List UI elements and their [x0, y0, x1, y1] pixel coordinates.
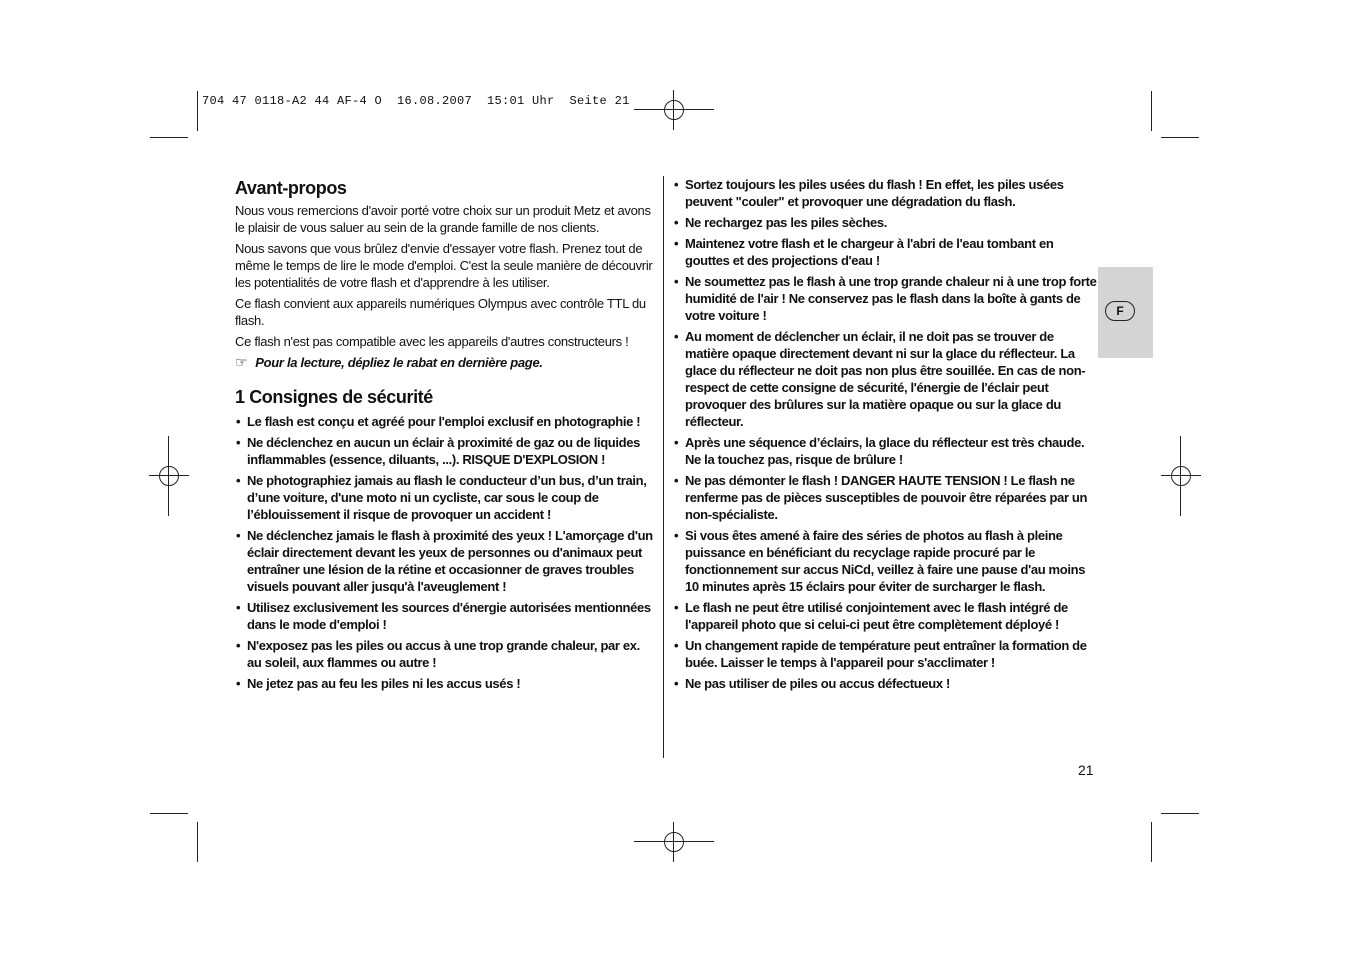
list-item: • Sortez toujours les piles usées du flash ! En effet, les piles usées peuvent "couler" et provoquer une dégradation du flash.: [673, 176, 1097, 210]
intro-paragraph: Nous vous remercions d'avoir porté votre choix sur un produit Metz et avons le plaisir de vous saluer au sein de la grande famille de nos clients.: [235, 203, 651, 235]
list-item: • Maintenez votre flash et le chargeur à l'abri de l'eau tombant en gouttes et des projections d'eau !: [673, 235, 1097, 269]
safety-list-left: [235, 413, 657, 692]
list-item: • Ne pas utiliser de piles ou accus défectueux !: [673, 675, 1097, 692]
right-column: [673, 176, 1097, 696]
pointing-hand-icon: ☞: [235, 354, 248, 370]
list-item: • Ne jetez pas au feu les piles ni les accus usés !: [235, 675, 657, 692]
safety-list-right: [673, 176, 1097, 692]
left-column: [235, 176, 657, 696]
column-divider: [663, 176, 664, 758]
intro-paragraph: Ce flash n'est pas compatible avec les appareils d'autres constructeurs !: [235, 334, 629, 349]
list-item: • Après une séquence d’éclairs, la glace du réflecteur est très chaude. Ne la touchez pas, risque de brûlure !: [673, 434, 1097, 468]
registration-mark-icon: [654, 90, 694, 130]
intro-heading: Avant-propos: [235, 178, 347, 198]
list-item: • Le flash est conçu et agréé pour l'emploi exclusif en photographie !: [235, 413, 657, 430]
list-item: • Le flash ne peut être utilisé conjointement avec le flash intégré de l'appareil photo que si celui-ci peut être complètement déployé !: [673, 599, 1097, 633]
list-item: • Ne pas démonter le flash ! DANGER HAUTE TENSION ! Le flash ne renferme pas de pièces susceptibles de pouvoir être réparées par un non-spécialiste.: [673, 472, 1097, 523]
crop-mark: [1161, 137, 1199, 138]
list-item: • Utilisez exclusivement les sources d'énergie autorisées mentionnées dans le mode d'emploi !: [235, 599, 657, 633]
list-item: • Ne photographiez jamais au flash le conducteur d’un bus, d’un train, d’une voiture, d'une moto ni un cycliste, car sous le coup de l’éblouissement il risque de provoquer un accident !: [235, 472, 657, 523]
page-number: 21: [1078, 762, 1094, 778]
registration-mark-icon: [149, 456, 189, 496]
crop-mark: [150, 813, 188, 814]
list-item: • N'exposez pas les piles ou accus à une trop grande chaleur, par ex. au soleil, aux flammes ou autre !: [235, 637, 657, 671]
intro-paragraph: Ce flash convient aux appareils numériques Olympus avec contrôle TTL du flash.: [235, 296, 646, 328]
registration-mark-icon: [654, 822, 694, 862]
list-item: • Ne déclenchez en aucun un éclair à proximité de gaz ou de liquides inflammables (essence, diluants, ...). RISQUE D'EXPLOSION !: [235, 434, 657, 468]
list-item: • Si vous êtes amené à faire des séries de photos au flash à pleine puissance en bénéficiant du recyclage rapide procuré par le fonctionnement sur accus NiCd, veillez à faire une pause d'au moins 10 minutes après 15 éclairs pour éviter de surcharger le flash.: [673, 527, 1097, 595]
list-item: • Ne soumettez pas le flash à une trop grande chaleur ni à une trop forte humidité de l'air ! Ne conservez pas le flash dans la boîte à gants de votre voiture !: [673, 273, 1097, 324]
intro-note: [235, 354, 657, 371]
intro-paragraph: Nous savons que vous brûlez d'envie d'essayer votre flash. Prenez tout de même le temps de lire le mode d'emploi. C'est la seule manière de découvrir les potentialités de votre flash et d'apprendre à les utiliser.: [235, 241, 653, 290]
crop-mark: [1161, 813, 1199, 814]
safety-heading: 1 Consignes de sécurité: [235, 387, 433, 407]
language-badge: F: [1105, 301, 1135, 321]
language-tab: [1098, 267, 1153, 358]
crop-mark: [197, 822, 198, 862]
list-item: • Ne déclenchez jamais le flash à proximité des yeux ! L'amorçage d'un éclair directement devant les yeux de personnes ou d'animaux peut entraîner une lésion de la rétine et occasionner de graves troubles visuels pouvant aller jusqu'à l'aveuglement !: [235, 527, 657, 595]
crop-mark: [197, 91, 198, 131]
registration-mark-icon: [1161, 456, 1201, 496]
intro-note-text: Pour la lecture, dépliez le rabat en dernière page.: [255, 355, 543, 370]
list-item: • Au moment de déclencher un éclair, il ne doit pas se trouver de matière opaque directement devant ni sur la glace du réflecteur. La glace du réflecteur ne doit pas non plus être souillée. En cas de non-respect de cette consigne de sécurité, l'énergie de l'éclair peut provoquer des brûlures sur la matière opaque ou sur la glace du réflecteur.: [673, 328, 1097, 430]
printer-slug: 704 47 0118-A2 44 AF-4 O 16.08.2007 15:01 Uhr Seite 21: [202, 94, 630, 108]
list-item: • Ne rechargez pas les piles sèches.: [673, 214, 1097, 231]
list-item: • Un changement rapide de température peut entraîner la formation de buée. Laisser le temps à l'appareil pour s'acclimater !: [673, 637, 1097, 671]
crop-mark: [1151, 822, 1152, 862]
crop-mark: [1151, 91, 1152, 131]
crop-mark: [150, 137, 188, 138]
